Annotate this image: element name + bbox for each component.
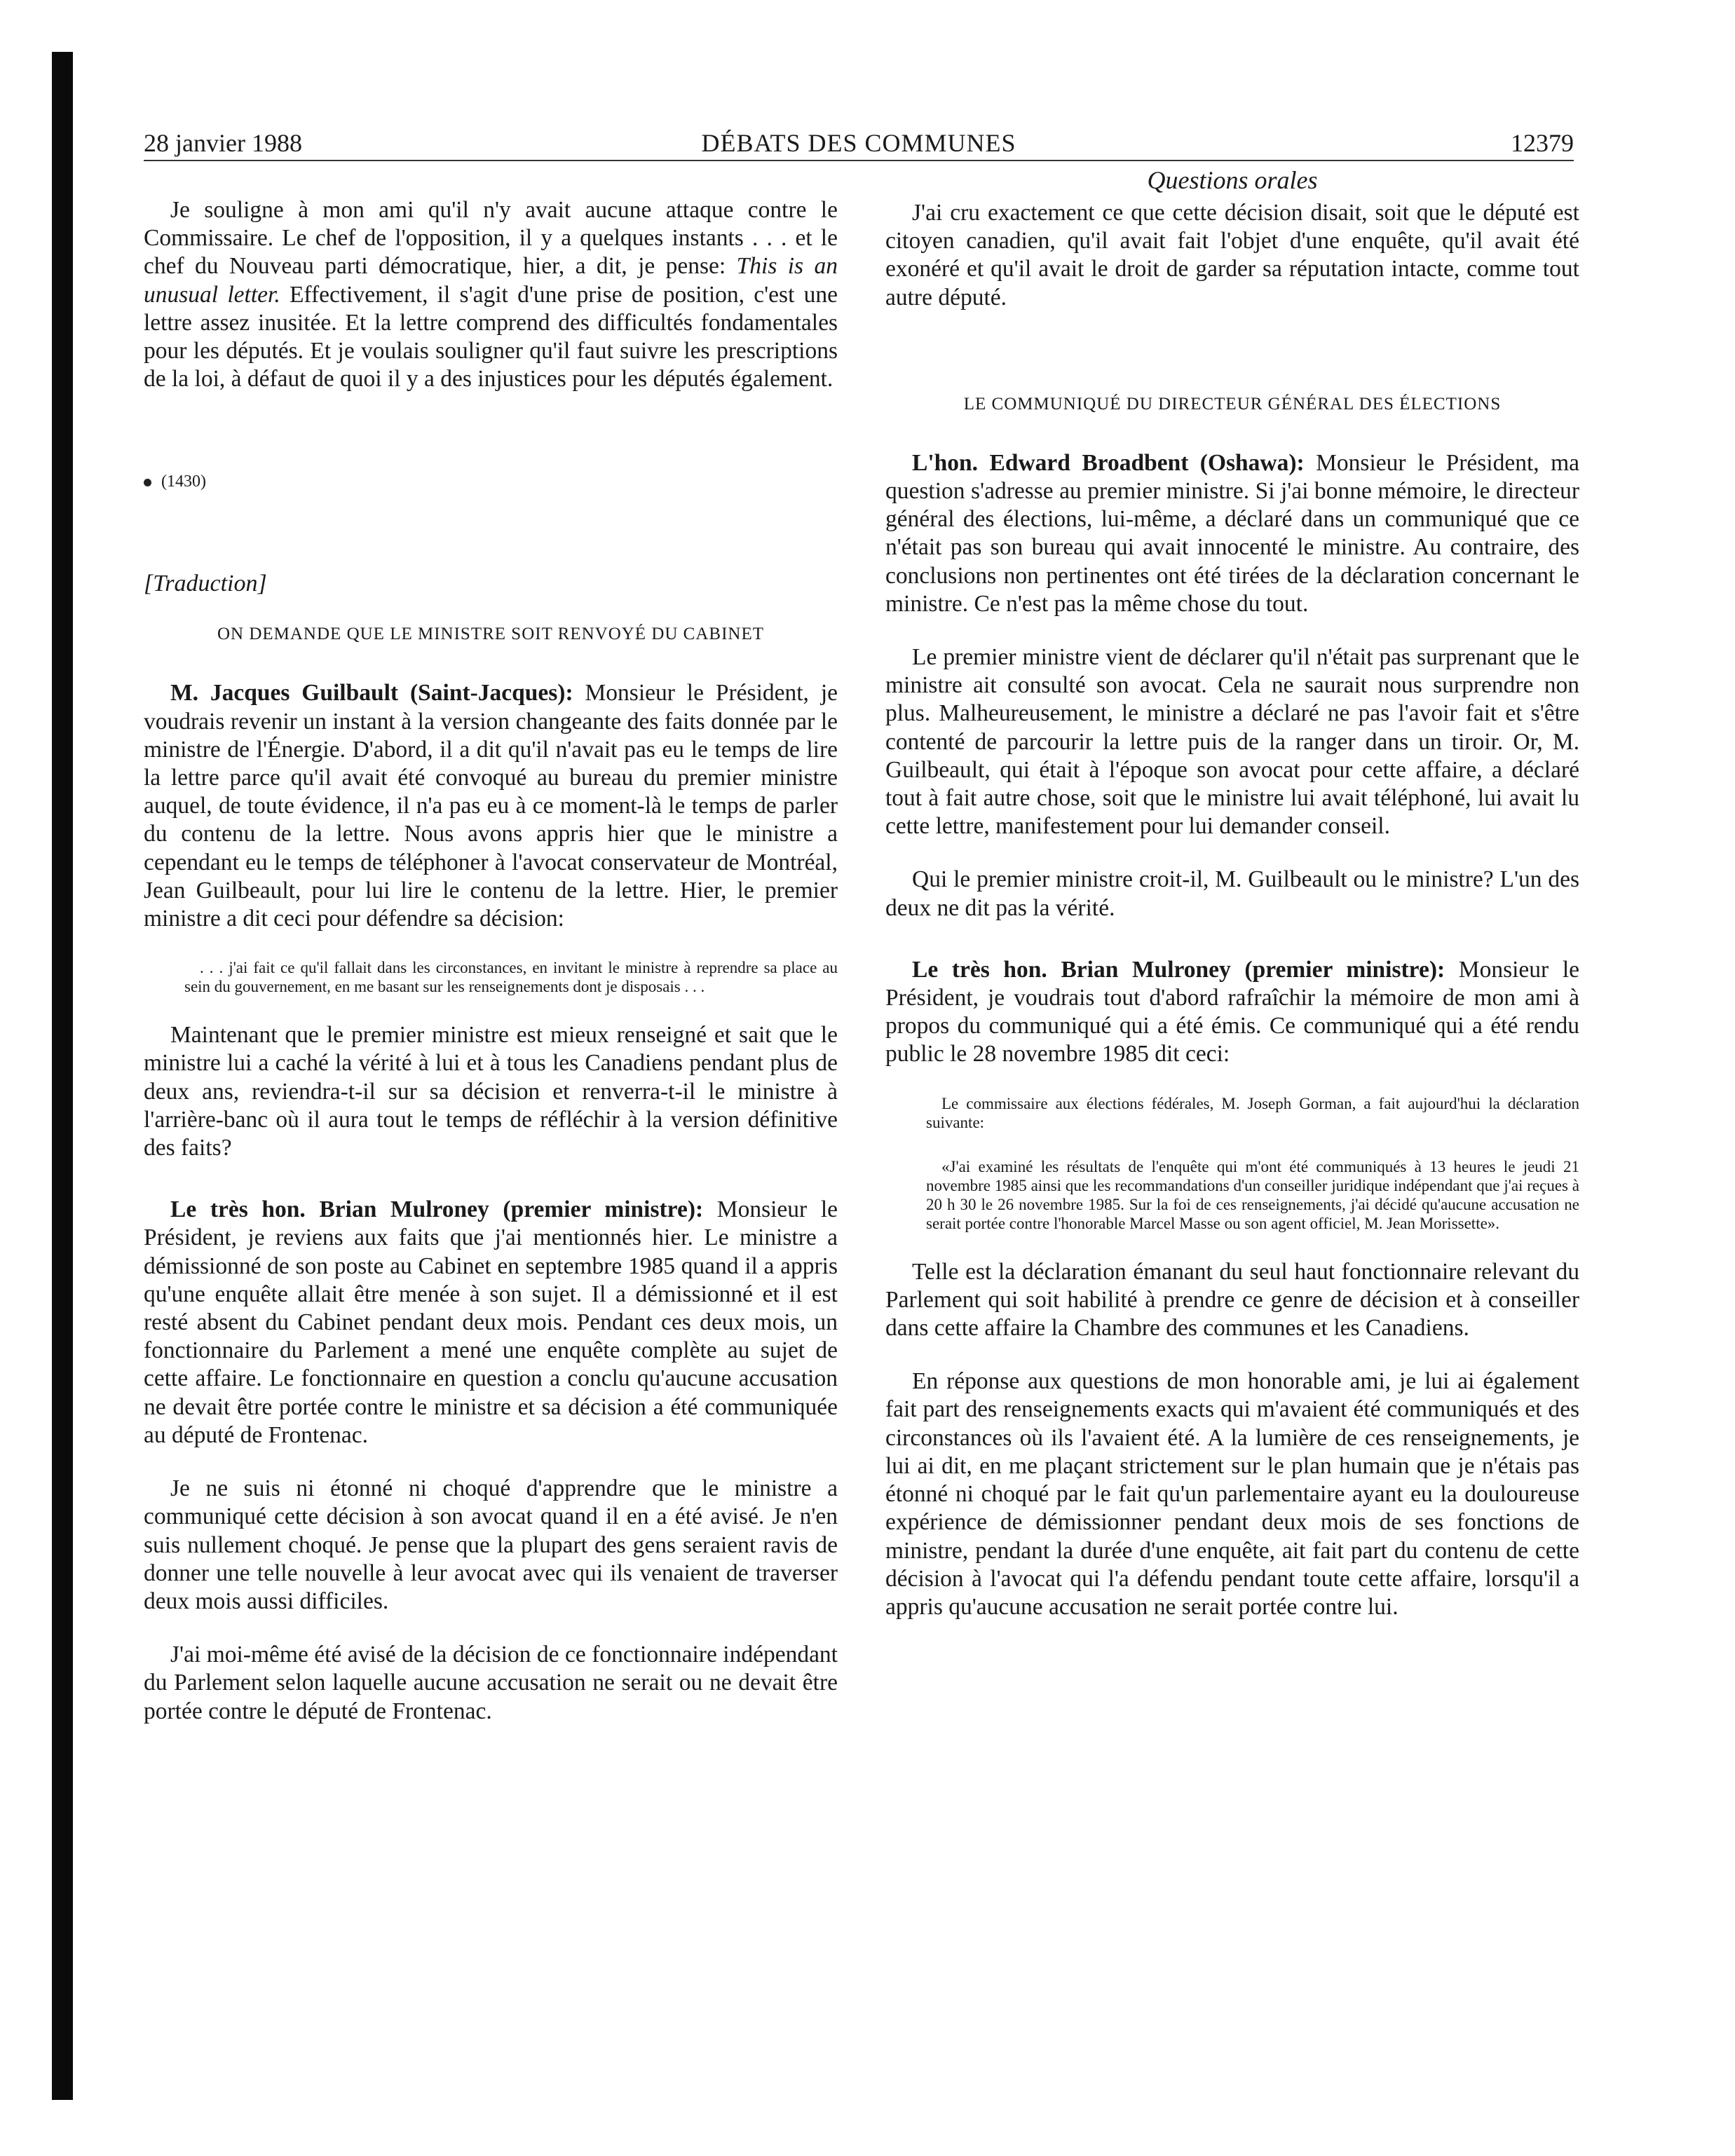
paragraph-text: Monsieur le Président, je voudrais tout d'abord rafraîchir la mémoire de mon ami à propos du communiqué qui a été émis. Ce communiqué qui a été rendu public le 28 novembre 1985 dit ceci: xyxy=(885,956,1579,1067)
paragraph-text: Monsieur le Président, je voudrais revenir un instant à la version changeante des faits donnée par le ministre de l'Énergie. D'abord, il a dit qu'il n'avait pas eu le temps de lire la lettre parce qu'il avait été convoqué au bureau du premier ministre auquel, de toute évidence, il n'a pas eu à ce moment-là le temps de parler du contenu de la lettre. Nous avons appris hier que le ministre a cependant eu le temps de téléphoner à l'avocat conservateur de Montréal, Jean Guilbeault, pour lui lire le contenu de la lettre. Hier, le premier ministre a dit ceci pour défendre sa décision: xyxy=(144,680,838,932)
paragraph xyxy=(144,679,838,933)
time-marker-text: (1430) xyxy=(161,472,206,491)
paragraph: Maintenant que le premier ministre est mieux renseigné et sait que le ministre lui a caché la vérité à lui et à tous les Canadiens pendant plus de deux ans, reviendra-t-il sur sa décision et renverra-t-il le ministre à l'arrière-banc où il aura tout le temps de réfléchir à la version définitive des faits? xyxy=(144,1022,838,1161)
page xyxy=(144,126,1579,2070)
header-date: 28 janvier 1988 xyxy=(144,129,302,157)
paragraph xyxy=(885,956,1579,1069)
block-quote: Le commissaire aux élections fédérales, M. Joseph Gorman, a fait aujourd'hui la déclaration suivante: xyxy=(926,1094,1579,1131)
section-heading: LE COMMUNIQUÉ DU DIRECTEUR GÉNÉRAL DES ÉLECTIONS xyxy=(963,394,1502,414)
paragraph: Je ne suis ni étonné ni choqué d'apprendre que le ministre a communiqué cette décision à son avocat quand il en a été avisé. Je n'en suis nullement choqué. Je pense que la plupart des gens seraient ravis de donner une telle nouvelle à leur avocat avec qui ils venaient de traverser deux mois aussi difficiles. xyxy=(144,1475,838,1614)
block-quote: «J'ai examiné les résultats de l'enquête qui m'ont été communiqués à 13 heures le jeudi 21 novembre 1985 ainsi que les recommandations d'un conseiller juridique indépendant que j'ai reçues à 20 h 30 le 26 novembre 1985. Sur la foi de ces renseignements, j'ai décidé qu'aucune accusation ne serait portée contre l'honorable Marcel Masse ou son agent officiel, M. Jean Morissette». xyxy=(926,1157,1579,1232)
time-marker xyxy=(144,470,838,493)
paragraph: Telle est la déclaration émanant du seul haut fonctionnaire relevant du Parlement qui soit habilité à prendre ce genre de décision et à conseiller dans cette affaire la Chambre des communes et les Canadiens. xyxy=(885,1258,1579,1342)
scan-edge-bar xyxy=(52,52,73,2100)
paragraph: En réponse aux questions de mon honorable ami, je lui ai également fait part des renseignements exacts qui m'avaient été communiqués et des circonstances où ils l'avaient été. A la lumière de ces renseignements, je lui ai dit, en me plaçant strictement sur le plan humain que je n'étais pas étonné ni choqué par le fait qu'un parlementaire ayant eu la douloureuse expérience de démissionner pendant deux mois de ses fonctions de ministre, pendant la durée d'une enquête, ait fait part du contenu de cette décision à l'avocat qui l'a défendu pendant toute cette affaire, lorsqu'il a appris qu'aucune accusation ne serait portée contre lui. xyxy=(885,1368,1579,1620)
paragraph-text: Monsieur le Président, je reviens aux faits que j'ai mentionnés hier. Le ministre a démissionné de son poste au Cabinet en septembre 1985 quand il a appris qu'une enquête allait être menée à son sujet. Il a démissionné et il est resté absent du Cabinet pendant deux mois. Pendant ces deux mois, un fonctionnaire du Parlement a mené une enquête complète au sujet de cette affaire. Le fonctionnaire en question a conclu qu'aucune accusation ne devait être portée contre le ministre et sa décision a été communiquée au député de Frontenac. xyxy=(144,1196,838,1448)
english-quote: This is an unusual letter. xyxy=(144,253,838,308)
two-column-body xyxy=(144,164,1579,2070)
block-quote: . . . j'ai fait ce qu'il fallait dans les circonstances, en invitant le ministre à reprendre sa place au sein du gouvernement, en me basant sur les renseignements dont je disposais . . . xyxy=(184,959,838,996)
right-column xyxy=(885,164,1579,1621)
paragraph-text: Monsieur le Président, ma question s'adresse au premier ministre. Si j'ai bonne mémoire, le directeur général des élections, lui-même, a déclaré dans un communiqué que ce n'était pas son bureau qui avait innocenté le ministre. Au contraire, des conclusions non pertinentes ont été tirées de la déclaration concernant le ministre. Ce n'est pas la même chose du tout. xyxy=(885,449,1579,617)
page-header xyxy=(144,126,1574,161)
paragraph: J'ai moi-même été avisé de la décision de ce fonctionnaire indépendant du Parlement selon laquelle aucune accusation ne serait ou ne devait être portée contre le député de Frontenac. xyxy=(144,1642,838,1724)
section-tag: Questions orales xyxy=(1147,166,1318,194)
paragraph: Qui le premier ministre croit-il, M. Guilbeault ou le ministre? L'un des deux ne dit pas la vérité. xyxy=(885,866,1579,921)
header-title: DÉBATS DES COMMUNES xyxy=(701,129,1016,157)
paragraph: Le premier ministre vient de déclarer qu'il n'était pas surprenant que le ministre ait consulté son avocat. Cela ne saurait nous surprendre non plus. Malheureusement, le ministre a déclaré ne pas l'avoir fait et s'être contenté de parcourir la lettre puis de la ranger dans un tiroir. Or, M. Guilbeault, qui était à l'époque son avocat pour cette affaire, a déclaré tout à fait autre chose, soit que le ministre lui avait téléphoné, lui avait lu cette lettre, manifestement pour lui demander conseil. xyxy=(885,644,1579,840)
section-heading: ON DEMANDE QUE LE MINISTRE SOIT RENVOYÉ DU CABINET xyxy=(217,625,765,644)
paragraph xyxy=(144,196,838,393)
paragraph-text: Effectivement, il s'agit d'une prise de position, c'est une lettre assez inusitée. Et la lettre comprend des difficultés fondamentales pour les députés. Et je voulais souligner qu'il faut suivre les prescriptions de la loi, à défaut de quoi il y a des injustices pour les députés également. xyxy=(144,281,838,393)
bullet-icon xyxy=(144,479,151,486)
paragraph xyxy=(885,449,1579,618)
translation-note: [Traduction] xyxy=(144,571,267,597)
left-column xyxy=(144,196,838,1726)
speaker-name: L'hon. Edward Broadbent (Oshawa): xyxy=(912,449,1305,476)
paragraph-text: Je souligne à mon ami qu'il n'y avait aucune attaque contre le Commissaire. Le chef de l'opposition, il y a quelques instants . . . et le chef du Nouveau parti démocratique, hier, a dit, je pense: xyxy=(144,197,838,280)
paragraph xyxy=(144,1196,838,1449)
speaker-name: M. Jacques Guilbault (Saint-Jacques): xyxy=(170,680,573,707)
paragraph: J'ai cru exactement ce que cette décision disait, soit que le député est citoyen canadien, qu'il avait fait l'objet d'une enquête, qu'il avait été exonéré et qu'il avait le droit de garder sa réputation intacte, comme tout autre député. xyxy=(885,200,1579,311)
speaker-name: Le très hon. Brian Mulroney (premier ministre): xyxy=(170,1196,704,1223)
header-page-number: 12379 xyxy=(1511,129,1574,157)
speaker-name: Le très hon. Brian Mulroney (premier ministre): xyxy=(912,956,1445,983)
